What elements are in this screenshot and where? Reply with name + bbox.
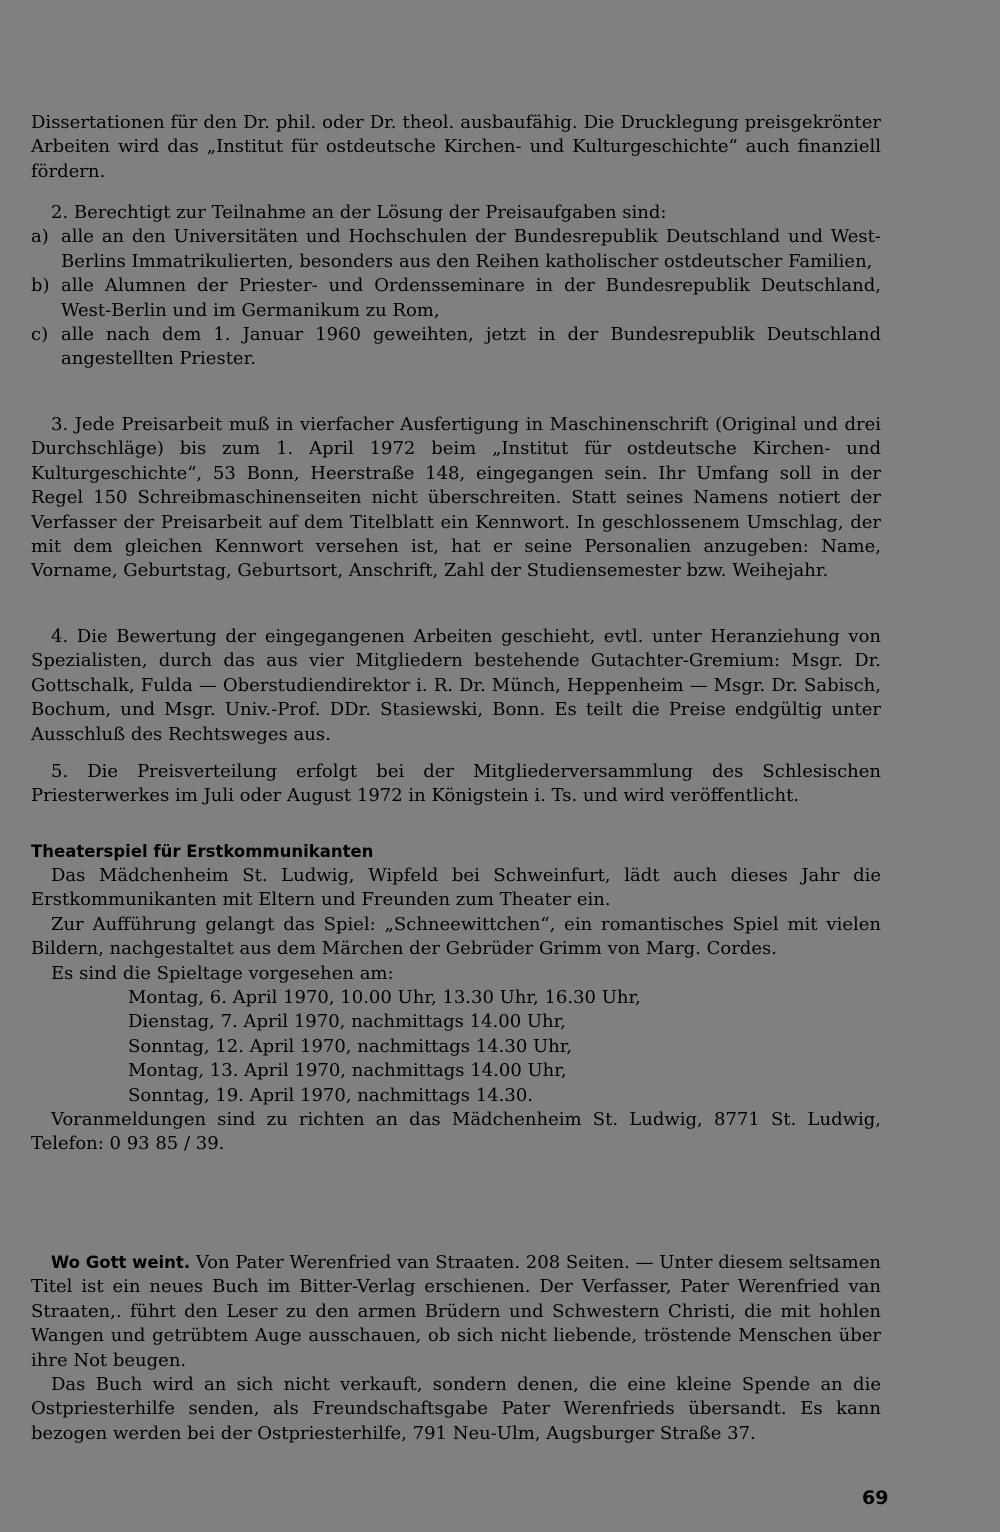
section-theater (31, 840, 881, 1157)
item-2b (31, 274, 881, 323)
theater-date: Sonntag, 12. April 1970, nachmittags 14.30 Uhr, (128, 1035, 573, 1057)
item-2b-text: alle Alumnen der Priester- und Ordensseminare in der Bundesrepublik Deutschland, West-Berlin und im Germanikum zu Rom, (61, 275, 881, 321)
item-2a-label: a) (31, 226, 49, 248)
item-2c-label: c) (31, 324, 49, 346)
block-intro (31, 111, 881, 184)
theater-date: Sonntag, 19. April 1970, nachmittags 14.30. (128, 1084, 533, 1106)
item-2b-label: b) (31, 275, 50, 297)
book-title: Wo Gott weint. (51, 1253, 191, 1272)
theater-paragraph-1: Das Mädchenheim St. Ludwig, Wipfeld bei Schweinfurt, lädt auch dieses Jahr die Erstkommunikanten mit Eltern und Freunden zum Theater ein. (31, 865, 881, 911)
block-item-5 (31, 760, 881, 809)
theater-dates-list (31, 986, 881, 1108)
item-5-paragraph: 5. Die Preisverteilung erfolgt bei der Mitgliederversammlung des Schlesischen Priesterwerkes im Juli oder August 1972 in Königstein i. Ts. und wird veröffentlicht. (31, 761, 881, 807)
item-3-paragraph: 3. Jede Preisarbeit muß in vierfacher Ausfertigung in Maschinenschrift (Original und drei Durchschläge) bis zum 1. April 1972 beim „Institut für ostdeutsche Kirchen- und Kulturgeschichte“, 53 Bonn, Heerstraße 148, eingegangen sein. Ihr Umfang soll in der Regel 150 Schreibmaschinenseiten nicht überschreiten. Statt seines Namens notiert der Verfasser der Preisarbeit auf dem Titelblatt ein Kennwort. In geschlossenem Umschlag, der mit dem gleichen Kennwort versehen ist, hat er seine Personalien anzugeben: Name, Vorname, Geburtstag, Geburtsort, Anschrift, Zahl der Studiensemester bzw. Weihejahr. (31, 414, 881, 582)
theater-paragraph-4: Voranmeldungen sind zu richten an das Mädchenheim St. Ludwig, 8771 St. Ludwig, Telefon: 0 93 85 / 39. (31, 1109, 881, 1155)
page-number: 69 (862, 1487, 889, 1509)
item-4-paragraph: 4. Die Bewertung der eingegangenen Arbeiten geschieht, evtl. unter Heranziehung von Spezialisten, durch das aus vier Mitgliedern bestehende Gutachter-Gremium: Msgr. Dr. Gottschalk, Fulda — Oberstudiendirektor i. R. Dr. Münch, Heppenheim — Msgr. Dr. Sabisch, Bochum, und Msgr. Univ.-Prof. DDr. Stasiewski, Bonn. Es teilt die Preise endgültig unter Ausschluß des Rechtsweges aus. (31, 626, 881, 745)
top-paragraph: Dissertationen für den Dr. phil. oder Dr. theol. ausbaufähig. Die Drucklegung preisgekrönter Arbeiten wird das „Institut für ostdeutsche Kirchen- und Kulturgeschichte“ auch finanziell fördern. (31, 112, 881, 182)
book-paragraph-1 (31, 1251, 881, 1373)
item-2c (31, 323, 881, 372)
item-2-intro: 2. Berechtigt zur Teilnahme an der Lösung der Preisaufgaben sind: (51, 202, 667, 223)
block-item-3 (31, 413, 881, 584)
theater-heading: Theaterspiel für Erstkommunikanten (31, 842, 374, 861)
book-paragraph-1-text: Von Pater Werenfried van Straaten. 208 Seiten. — Unter diesem seltsamen Titel ist ein neues Buch im Bitter-Verlag erschienen. Der Verfasser, Pater Werenfried van Straaten,. führt den Leser zu den armen Brüdern und Schwestern Christi, die mit hohlen Wangen und getrübtem Auge ausschauen, ob sich nicht liebende, tröstende Menschen über ihre Not beugen. (31, 1252, 881, 1371)
theater-date: Dienstag, 7. April 1970, nachmittags 14.00 Uhr, (128, 1011, 566, 1033)
theater-paragraph-2: Zur Aufführung gelangt das Spiel: „Schneewittchen“, ein romantisches Spiel mit vielen Bildern, nachgestaltet aus dem Märchen der Gebrüder Grimm von Marg. Cordes. (31, 913, 881, 960)
item-2a-text: alle an den Universitäten und Hochschulen der Bundesrepublik Deutschland und West-Berlins Immatrikulierten, besonders aus den Reihen katholischer ostdeutscher Familien, (61, 226, 881, 272)
theater-date: Montag, 6. April 1970, 10.00 Uhr, 13.30 Uhr, 16.30 Uhr, (128, 987, 641, 1009)
item-2c-text: alle nach dem 1. Januar 1960 geweihten, jetzt in der Bundesrepublik Deutschland angestellten Priester. (61, 324, 881, 370)
section-book (31, 1251, 881, 1446)
block-item-2 (31, 201, 881, 372)
theater-paragraph-3: Es sind die Spieltage vorgesehen am: (51, 962, 394, 984)
book-paragraph-2: Das Buch wird an sich nicht verkauft, sondern denen, die eine kleine Spende an die Ostpriesterhilfe senden, als Freundschaftsgabe Pater Werenfrieds übersandt. Es kann bezogen werden bei der Ostpriesterhilfe, 791 Neu-Ulm, Augsburger Straße 37. (31, 1374, 881, 1444)
theater-date: Montag, 13. April 1970, nachmittags 14.00 Uhr, (128, 1060, 567, 1082)
block-item-4 (31, 625, 881, 747)
item-2a (31, 225, 881, 274)
